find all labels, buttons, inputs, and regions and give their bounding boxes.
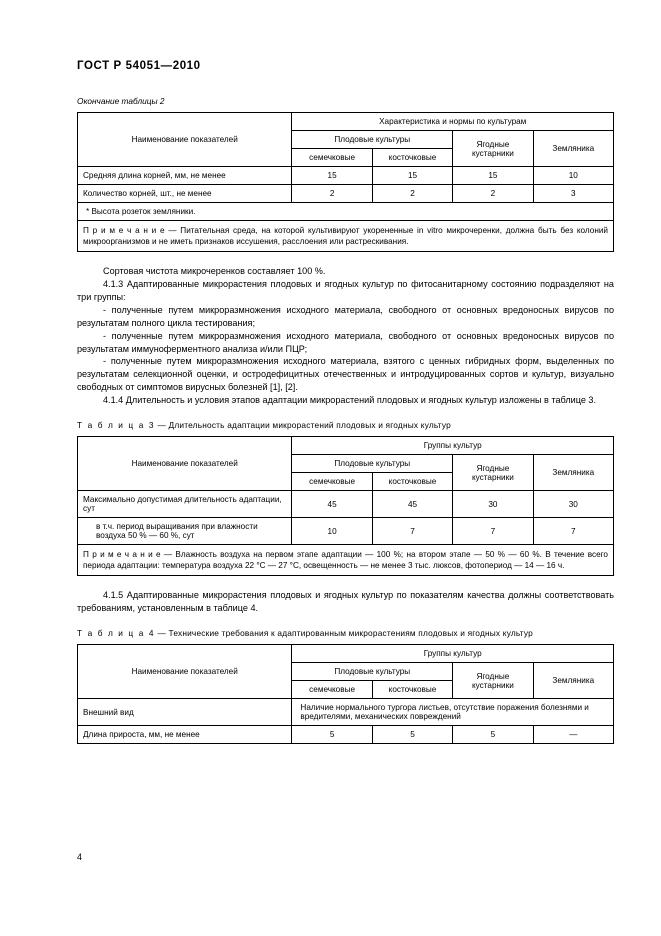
table2-group-title: Характеристика и нормы по культурам bbox=[292, 113, 614, 131]
table3-row1-v0: 10 bbox=[292, 518, 372, 545]
table2-strawberry: Земляника bbox=[533, 131, 613, 167]
para-4-1-3-c: - полученные путем микроразмножения исходного материала, взятого с ценных гибридных форм, выделенных по результатам селекционной оценки, и остродефицитных отечественных и интродуцированных сортов и культур, визуально свободных от симптомов вирусных болезней [1], [2]. bbox=[77, 356, 614, 393]
table3-caption-prefix: Т а б л и ц а 3 bbox=[77, 420, 156, 431]
table3-row0-v0: 45 bbox=[292, 491, 372, 518]
table3-row1-label: в т.ч. период выращивания при влажности воздуха 50 % — 60 %, сут bbox=[78, 518, 292, 545]
table2-berry-bush: Ягодные кустарники bbox=[453, 131, 533, 167]
table-2 bbox=[77, 112, 614, 252]
table2-row1-v3: 3 bbox=[533, 185, 613, 203]
table4-row1-v3: — bbox=[533, 726, 613, 744]
table4-row0-merged: Наличие нормального тургора листьев, отсутствие поражения болезнями и вредителями, механических повреждений bbox=[292, 699, 614, 726]
table3-seed: семечковые bbox=[292, 473, 372, 491]
table4-fruit-group: Плодовые культуры bbox=[292, 663, 453, 681]
table4-row1-v0: 5 bbox=[292, 726, 372, 744]
table-row bbox=[78, 699, 614, 726]
table3-fruit-group: Плодовые культуры bbox=[292, 455, 453, 473]
table-row bbox=[78, 203, 614, 221]
table3-caption bbox=[77, 420, 614, 430]
table3-note: П р и м е ч а н и е — Влажность воздуха на первом этапе адаптации — 100 %; на втором этапе — 50 % — 60 %. В течение всего периода адаптации: температура воздуха 22 °С — 27 °С, освещенность — не менее 3 тыс. люксов, фотопериод — 14 — 16 ч. bbox=[78, 545, 614, 576]
table3-row1-v1: 7 bbox=[372, 518, 452, 545]
table3-stone: косточковые bbox=[372, 473, 452, 491]
table-row bbox=[78, 221, 614, 252]
body-paragraphs-1 bbox=[77, 265, 614, 407]
table2-row1-v2: 2 bbox=[453, 185, 533, 203]
table-row bbox=[78, 185, 614, 203]
table4-row1-label: Длина прироста, мм, не менее bbox=[78, 726, 292, 744]
table-row bbox=[78, 491, 614, 518]
table2-col-label: Наименование показателей bbox=[78, 113, 292, 167]
table2-footnote: * Высота розеток земляники. bbox=[78, 203, 614, 221]
para-4-1-5: 4.1.5 Адаптированные микрорастения плодовых и ягодных культур по показателям качества должны соответствовать требованиям, установленным в таблице 4. bbox=[77, 590, 614, 614]
table4-row0-label: Внешний вид bbox=[78, 699, 292, 726]
table4-seed: семечковые bbox=[292, 681, 372, 699]
table2-row1-v1: 2 bbox=[372, 185, 452, 203]
page-content bbox=[77, 60, 614, 744]
para-4-1-3-b: - полученные путем микроразмножения исходного материала, свободного от основных вредоносных вирусов по результатам иммуноферментного анализа и/или ПЦР; bbox=[77, 330, 614, 354]
body-paragraphs-2 bbox=[77, 589, 614, 615]
table4-group-title: Группы культур bbox=[292, 645, 614, 663]
table4-caption-prefix: Т а б л и ц а 4 bbox=[77, 628, 156, 639]
table3-row0-v2: 30 bbox=[453, 491, 533, 518]
table2-stone: косточковые bbox=[372, 149, 452, 167]
table4-col-label: Наименование показателей bbox=[78, 645, 292, 699]
table4-row1-v2: 5 bbox=[453, 726, 533, 744]
table-row bbox=[78, 167, 614, 185]
table2-continuation-caption: Окончание таблицы 2 bbox=[77, 96, 165, 106]
table2-row0-label: Средняя длина корней, мм, не менее bbox=[78, 167, 292, 185]
table4-caption-text: — Технические требования к адаптированным микрорастениям плодовых и ягодных культур bbox=[155, 628, 533, 639]
table4-caption bbox=[77, 628, 614, 638]
para-4-1-3: 4.1.3 Адаптированные микрорастения плодовых и ягодных культур по фитосанитарному состоянию подразделяют на три группы: bbox=[77, 279, 614, 302]
table2-seed: семечковые bbox=[292, 149, 372, 167]
table3-caption-text: — Длительность адаптации микрорастений плодовых и ягодных культур bbox=[155, 420, 451, 431]
para-4-1-3-a: - полученные путем микроразмножения исходного материала, свободного от основных вредоносных вирусов по результатам полного цикла тестирования; bbox=[77, 304, 614, 328]
table3-row0-v3: 30 bbox=[533, 491, 613, 518]
table-row bbox=[78, 518, 614, 545]
table-row bbox=[78, 113, 614, 131]
standard-header: ГОСТ Р 54051—2010 bbox=[77, 60, 201, 72]
table2-row0-v0: 15 bbox=[292, 167, 372, 185]
table3-row0-label: Максимально допустимая длительность адаптации, сут bbox=[78, 491, 292, 518]
table-row bbox=[78, 437, 614, 455]
table2-row0-v2: 15 bbox=[453, 167, 533, 185]
table4-berry-bush: Ягодные кустарники bbox=[453, 663, 533, 699]
table3-row0-v1: 45 bbox=[372, 491, 452, 518]
table4-row1-v1: 5 bbox=[372, 726, 452, 744]
table-row bbox=[78, 726, 614, 744]
table3-col-label: Наименование показателей bbox=[78, 437, 292, 491]
table-3 bbox=[77, 436, 614, 576]
page-number: 4 bbox=[77, 852, 83, 862]
table2-row1-label: Количество корней, шт., не менее bbox=[78, 185, 292, 203]
table2-row1-v0: 2 bbox=[292, 185, 372, 203]
para-4-1-4: 4.1.4 Длительность и условия этапов адаптации микрорастений плодовых и ягодных культур изложены в таблице 3. bbox=[103, 395, 596, 406]
table3-group-title: Группы культур bbox=[292, 437, 614, 455]
table2-fruit-group: Плодовые культуры bbox=[292, 131, 453, 149]
table-row bbox=[78, 545, 614, 576]
table2-note: П р и м е ч а н и е — Питательная среда, на которой культивируют укорененные in vitro микрочеренки, должна быть без колоний микроорганизмов и не иметь признаков иссушения, расслоения или растрескивания. bbox=[78, 221, 614, 252]
table3-row1-v2: 7 bbox=[453, 518, 533, 545]
table4-strawberry: Земляника bbox=[533, 663, 613, 699]
table2-row0-v3: 10 bbox=[533, 167, 613, 185]
table3-strawberry: Земляника bbox=[533, 455, 613, 491]
table3-row1-v3: 7 bbox=[533, 518, 613, 545]
table3-berry-bush: Ягодные кустарники bbox=[453, 455, 533, 491]
table2-row0-v1: 15 bbox=[372, 167, 452, 185]
table-4 bbox=[77, 644, 614, 744]
para-purity: Сортовая чистота микрочеренков составляет 100 %. bbox=[103, 266, 326, 277]
table4-stone: косточковые bbox=[372, 681, 452, 699]
table-row bbox=[78, 645, 614, 663]
